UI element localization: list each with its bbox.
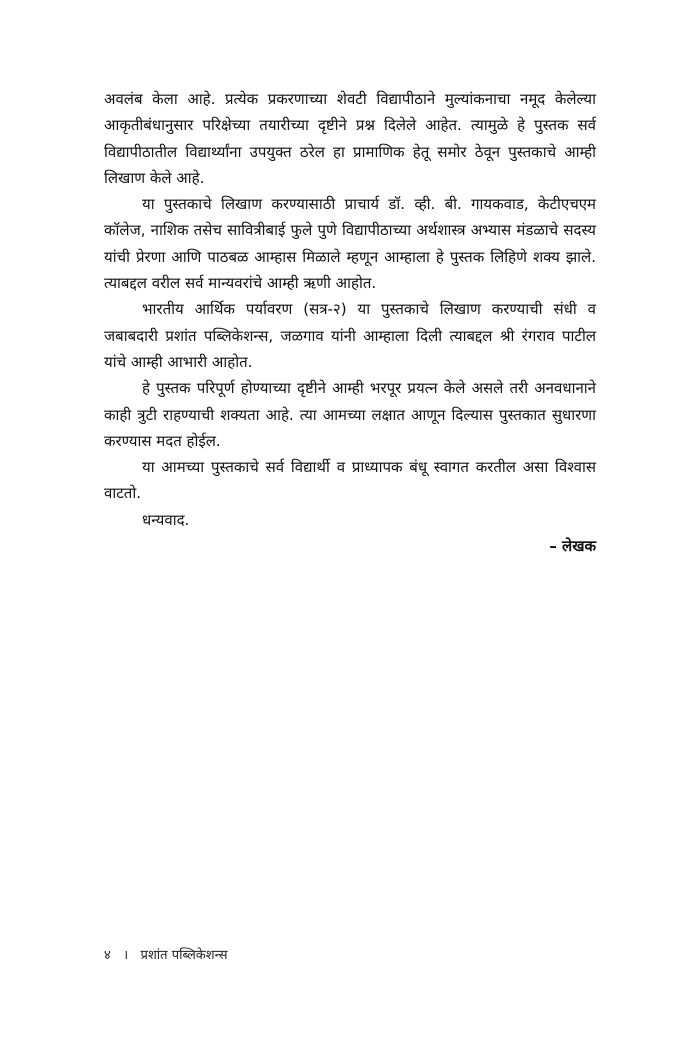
page-footer [104,946,228,966]
footer-separator: । [123,948,129,963]
publisher-name: प्रशांत पब्लिकेशन्स [140,948,228,963]
paragraph-5: या आमच्या पुस्तकाचे सर्व विद्यार्थी व प्राध्यापक बंधू स्वागत करतील असा विश्वास वाटतो. [104,458,596,503]
paragraph-thanks: धन्यवाद. [142,510,190,529]
preface-body [104,86,596,559]
paragraph-1: अवलंब केला आहे. प्रत्येक प्रकरणाच्या शेवटी विद्यापीठाने मुल्यांकनाचा नमूद केलेल्या आकृतीबंधानुसार परिक्षेच्या तयारीच्या दृष्टीने प्रश्न दिलेले आहेत. त्यामुळे हे पुस्तक सर्व विद्यापीठातील विद्यार्थ्यांना उपयुक्त ठरेल हा प्रामाणिक हेतू समोर ठेवून पुस्तकाचे आम्ही लिखाण केले आहे. [104,90,596,187]
paragraph-2: या पुस्तकाचे लिखाण करण्यासाठी प्राचार्य डॉ. व्ही. बी. गायकवाड, केटीएचएम कॉलेज, नाशिक तसेच सावित्रीबाई फुले पुणे विद्यापीठाच्या अर्थशास्त्र अभ्यास मंडळाचे सदस्य यांची प्रेरणा आणि पाठबळ आम्हास मिळाले म्हणून आम्हाला हे पुस्तक लिहिणे शक्य झाले. त्याबद्दल वरील सर्व मान्यवरांचे आम्ही ऋणी आहोत. [104,195,596,293]
page-number: ४ [104,948,111,963]
paragraph-4: हे पुस्तक परिपूर्ण होण्याच्या दृष्टीने आम्ही भरपूर प्रयत्न केले असले तरी अनवधानाने काही त्रुटी राहण्याची शक्यता आहे. त्या आमच्या लक्षात आणून दिल्यास पुस्तकात सुधारणा करण्यास मदत होईल. [104,379,596,450]
paragraph-3: भारतीय आर्थिक पर्यावरण (सत्र-२) या पुस्तकाचे लिखाण करण्याची संधी व जबाबदारी प्रशांत पब्लिकेशन्स, जळगाव यांनी आम्हाला दिली त्याबद्दल श्री रंगराव पाटील यांचे आम्ही आभारी आहोत. [104,300,596,371]
author-signature: – लेखक [549,537,596,556]
